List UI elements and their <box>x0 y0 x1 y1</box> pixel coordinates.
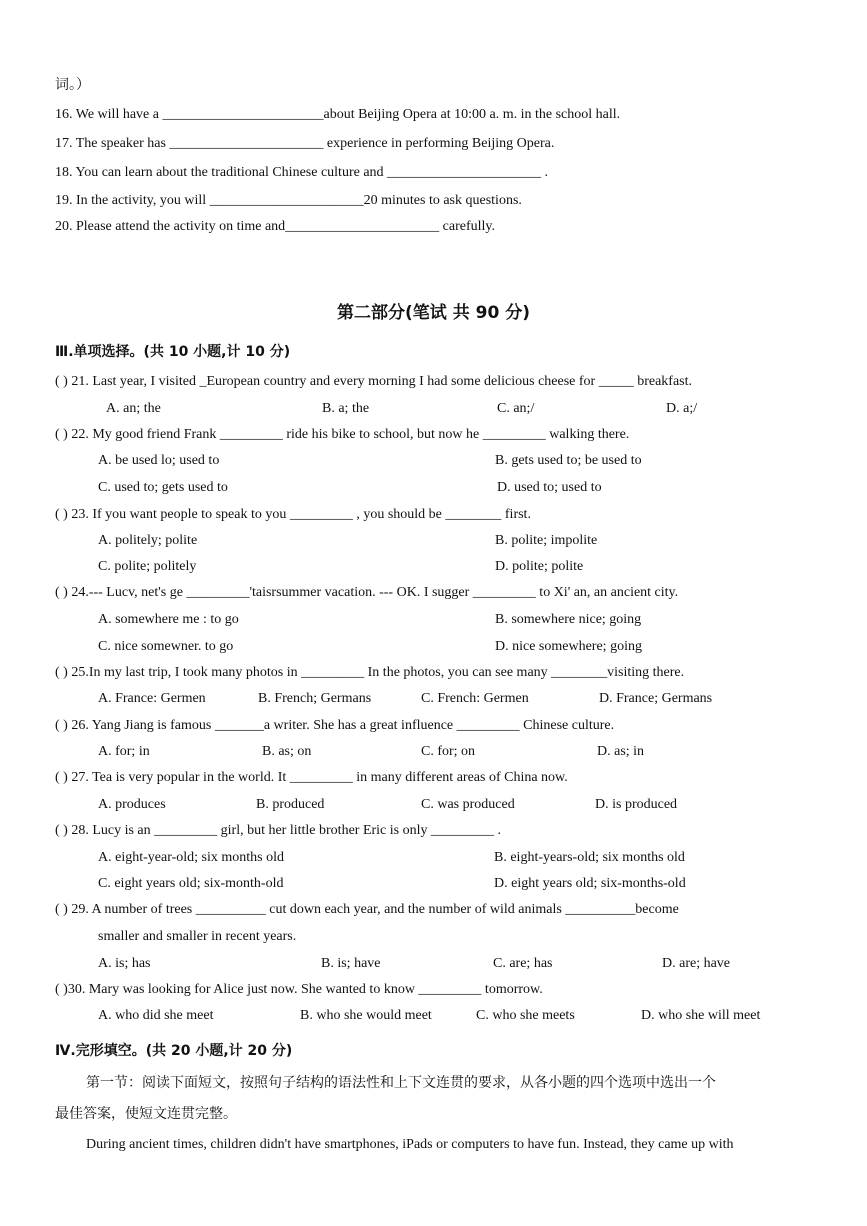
option-28-a: A. eight-year-old; six months old <box>98 850 284 865</box>
question-stem-29-cont: smaller and smaller in recent years. <box>98 929 297 944</box>
option-30-a: A. who did she meet <box>98 1008 214 1023</box>
fill-item-18: 18. You can learn about the traditional Chinese culture and ______________________ . <box>55 165 549 180</box>
option-28-d: D. eight years old; six-months-old <box>494 876 686 891</box>
option-27-d: D. is produced <box>595 797 678 812</box>
continued-text: 词。） <box>55 77 90 93</box>
option-22-d: D. used to; used to <box>497 480 602 495</box>
option-30-d: D. who she will meet <box>641 1008 761 1023</box>
question-stem-24: ( ) 24.--- Lucv, net's ge _________'taisrsummer vacation. --- OK. I sugger _________ to Xi' an, an ancient city. <box>55 585 679 600</box>
option-24-b: B. somewhere nice; going <box>495 612 642 627</box>
option-24-d: D. nice somewhere; going <box>495 639 642 654</box>
option-30-b: B. who she would meet <box>300 1008 432 1023</box>
option-25-a: A. France: Germen <box>98 691 206 706</box>
option-22-a: A. be used lo; used to <box>98 453 220 468</box>
instruction-line-1: 第一节：阅读下面短文，按照句子结构的语法性和上下文连贯的要求，从各小题的四个选项中选出一个 <box>86 1075 716 1091</box>
question-stem-23: ( ) 23. If you want people to speak to you _________ , you should be ________ first. <box>55 507 531 522</box>
passage-line-1: During ancient times, children didn't have smartphones, iPads or computers to have fun. Instead, they came up with <box>86 1137 734 1152</box>
question-stem-29: ( ) 29. A number of trees __________ cut down each year, and the number of wild animals __________become <box>55 902 679 917</box>
option-22-c: C. used to; gets used to <box>98 480 228 495</box>
fill-item-20: 20. Please attend the activity on time and______________________ carefully. <box>55 219 495 234</box>
section3-title: Ⅲ.单项选择。(共 10 小题,计 10 分) <box>55 344 291 360</box>
option-26-a: A. for; in <box>98 744 150 759</box>
part2-title: 第二部分(笔试 共 90 分) <box>337 303 530 323</box>
option-21-b: B. a; the <box>322 401 370 416</box>
fill-item-16: 16. We will have a _______________________about Beijing Opera at 10:00 a. m. in the school hall. <box>55 107 621 122</box>
option-25-d: D. France; Germans <box>599 691 713 706</box>
question-stem-22: ( ) 22. My good friend Frank _________ ride his bike to school, but now he _________ walking there. <box>55 427 630 442</box>
option-27-b: B. produced <box>256 797 325 812</box>
option-21-d: D. a;/ <box>666 401 698 416</box>
fill-item-19: 19. In the activity, you will ______________________20 minutes to ask questions. <box>55 193 522 208</box>
option-29-a: A. is; has <box>98 956 151 971</box>
option-23-a: A. politely; polite <box>98 533 198 548</box>
question-stem-25: ( ) 25.In my last trip, I took many photos in _________ In the photos, you can see many ________visiting there. <box>55 665 685 680</box>
option-28-b: B. eight-years-old; six months old <box>494 850 685 865</box>
option-27-a: A. produces <box>98 797 166 812</box>
option-29-c: C. are; has <box>493 956 553 971</box>
option-25-b: B. French; Germans <box>258 691 372 706</box>
instruction-line-2: 最佳答案，使短文连贯完整。 <box>55 1106 237 1122</box>
section4-title: Ⅳ.完形填空。(共 20 小题,计 20 分) <box>55 1043 293 1059</box>
option-26-c: C. for; on <box>421 744 476 759</box>
option-24-a: A. somewhere me : to go <box>98 612 239 627</box>
option-23-b: B. polite; impolite <box>495 533 598 548</box>
question-stem-28: ( ) 28. Lucy is an _________ girl, but her little brother Eric is only _________ . <box>55 823 501 838</box>
question-stem-27: ( ) 27. Tea is very popular in the world. It _________ in many different areas of China now. <box>55 770 568 785</box>
option-21-c: C. an;/ <box>497 401 535 416</box>
option-25-c: C. French: Germen <box>421 691 529 706</box>
option-21-a: A. an; the <box>106 401 161 416</box>
question-stem-21: ( ) 21. Last year, I visited _European country and every morning I had some delicious cheese for _____ breakfast. <box>55 374 693 389</box>
option-23-d: D. polite; polite <box>495 559 584 574</box>
fill-item-17: 17. The speaker has ______________________ experience in performing Beijing Opera. <box>55 136 555 151</box>
option-27-c: C. was produced <box>421 797 515 812</box>
option-30-c: C. who she meets <box>476 1008 575 1023</box>
question-stem-26: ( ) 26. Yang Jiang is famous _______a writer. She has a great influence _________ Chinese culture. <box>55 718 615 733</box>
question-stem-30: ( )30. Mary was looking for Alice just now. She wanted to know _________ tomorrow. <box>55 982 543 997</box>
option-24-c: C. nice somewner. to go <box>98 639 234 654</box>
option-26-d: D. as; in <box>597 744 645 759</box>
option-26-b: B. as; on <box>262 744 312 759</box>
option-22-b: B. gets used to; be used to <box>495 453 642 468</box>
option-29-b: B. is; have <box>321 956 381 971</box>
option-23-c: C. polite; politely <box>98 559 197 574</box>
option-29-d: D. are; have <box>662 956 731 971</box>
option-28-c: C. eight years old; six-month-old <box>98 876 284 891</box>
